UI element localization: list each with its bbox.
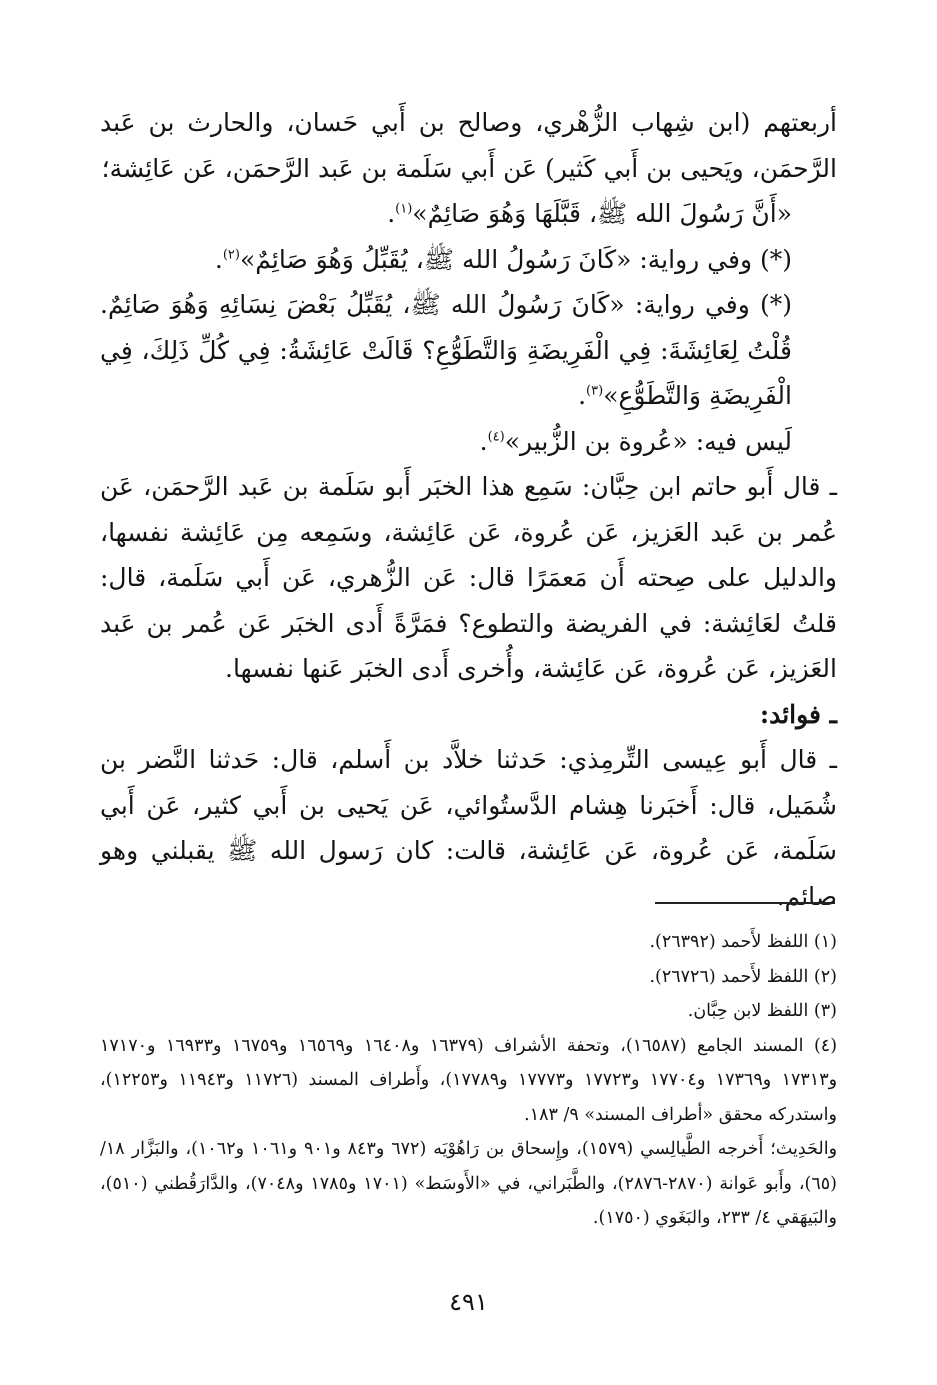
main-text [100, 100, 837, 919]
paragraph-intro: أربعتهم (ابن شِهاب الزُّهْري، وصالح بن أَبي حَسان، والحارث بن عَبد الرَّحمَن، ويَحيى بن أَبي كَثير) عَن أَبي سَلَمة بن عَبد الرَّحمَن، عَن عَائِشة؛ [100, 108, 837, 183]
riwaya-1: (*) وفي رواية: «كَانَ رَسُولُ الله ﷺ، يُقَبِّلُ وَهُوَ صَائِمٌ»$^{(٢)}$. [214, 244, 792, 274]
footnote-divider [655, 902, 835, 904]
footnote-2: (٢) اللفظ لأَحمد (٢٦٧٢٦). [649, 966, 837, 987]
laysa-fihi-text: لَيس فيه: «عُروة بن الزُّبير» [504, 426, 792, 456]
riwaya-2: (*) وفي رواية: «كَانَ رَسُولُ الله ﷺ، يُقَبِّلُ بَعْضَ نِسَائِهِ وَهُوَ صَائِمٌ. قُلْتُ لِعَائِشَةَ: فِي الْفَرِيضَةِ وَالتَّطَوُّعِ؟ قَالَتْ عَائِشَةُ: فِي كُلِّ ذَلِكَ، فِي الْفَرِيضَةِ وَالتَّطَوُّعِ»$^{(٣)}$. [100, 290, 792, 410]
footnote-3: (٣) اللفظ لابن حِبَّان. [687, 1001, 837, 1021]
paragraph-ibn-hibban: ـ قال أَبو حاتم ابن حِبَّان: سَمِع هذا الخبَر أَبو سَلَمة بن عَبد الرَّحمَن، عَن عُمر بن عَبد العَزيز، عَن عُروة، عَن عَائِشة، وسَمِعه مِن عَائِشة نفسها، والدليل على صِحته أَن مَعمَرًا قال: عَن الزُّهري، عَن أَبي سَلَمة، قال: قلتُ لعَائِشة: في الفريضة والتطوع؟ فمَرَّةً أَدى الخبَر عَن عُمر بن عَبد العَزيز، عَن عُروة، عَن عَائِشة، وأُخرى أَدى الخبَر عَنها نفسها. [100, 472, 837, 683]
footnote-ref: (٢) [222, 247, 240, 263]
hadith-quote: «أَنَّ رَسُولَ الله ﷺ، قَبَّلَهَا وَهُوَ صَائِمٌ» [412, 199, 792, 228]
footnote-ref: (٣) [586, 383, 604, 399]
footnote-ref: (٤) [487, 429, 505, 445]
riwaya-2-text: (*) وفي رواية: «كَانَ رَسُولُ الله ﷺ، يُقَبِّلُ بَعْضَ نِسَائِهِ وَهُوَ صَائِمٌ. قُلْتُ لِعَائِشَةَ: فِي الْفَرِيضَةِ وَالتَّطَوُّعِ؟ قَالَتْ عَائِشَةُ: فِي كُلِّ ذَلِكَ، فِي الْفَرِيضَةِ وَالتَّطَوُّعِ» [100, 290, 792, 410]
footnote-4: (٤) المسند الجامع (١٦٥٨٧)، وتحفة الأشراف (١٦٣٧٩ و١٦٤٠٨ و١٦٥٦٩ و١٦٧٥٩ و١٦٩٣٣ و١٧١٧٠ و١٧٣١٣ و١٧٣٦٩ و١٧٧٠٤ و١٧٧٢٣ و١٧٧٧٣ و١٧٧٨٩)، وأَطراف المسند (١١٧٢٦ و١١٩٤٣ و١٢٢٥٣)، واستدركه محقق «أطراف المسند» ٩/ ١٨٣. [100, 1035, 838, 1125]
hadith-text: «أَنَّ رَسُولَ الله ﷺ، قَبَّلَهَا وَهُوَ صَائِمٌ»$^{(١)}$. [387, 199, 792, 228]
laysa-fihi: لَيس فيه: «عُروة بن الزُّبير»$^{(٤)}$. [479, 426, 792, 456]
footnote-1: (١) اللفظ لأَحمد (٢٦٣٩٢). [649, 932, 837, 952]
footnote-4-continued: والحَدِيث؛ أَخرجه الطَّيالِسي (١٥٧٩)، وإِسحاق بن رَاهُوْيَه (٦٧٢ و٨٤٣ و٩٠١ و١٠٦١ و١٠٦٢)، والبَزَّار ١٨/ (٦٥)، وأَبو عَوانة (٢٨٧٠-٢٨٧٦)، والطَّبَراني، في «الأَوسَط» (١٧٠١ و١٧٨٥ و٧٠٤٨)، والدَّارَقُطني (٥١٠)، والبَيهَقي ٤/ ٢٣٣، والبَغَوي (١٧٥٠). [100, 1139, 838, 1228]
page-number: ٤٩١ [449, 1288, 488, 1316]
riwaya-1-text: (*) وفي رواية: «كَانَ رَسُولُ الله ﷺ، يُقَبِّلُ وَهُوَ صَائِمٌ» [239, 244, 792, 274]
paragraph-tirmidhi: ـ قال أَبو عِيسى التِّرمِذي: حَدثنا خلاَّد بن أَسلم، قال: حَدثنا النَّضر بن شُمَيل، قال: أَخبَرنا هِشام الدَّستُوائي، عَن يَحيى بن أَبي كثير، عَن أَبي سَلَمة، عَن عُروة، عَن عَائِشة، قالت: كان رَسول الله ﷺ يقبلني وهو صائم. [100, 745, 837, 911]
footnote-ref: (١) [395, 201, 413, 217]
section-heading: ـ فوائد: [759, 699, 837, 729]
footnotes [100, 925, 837, 1236]
